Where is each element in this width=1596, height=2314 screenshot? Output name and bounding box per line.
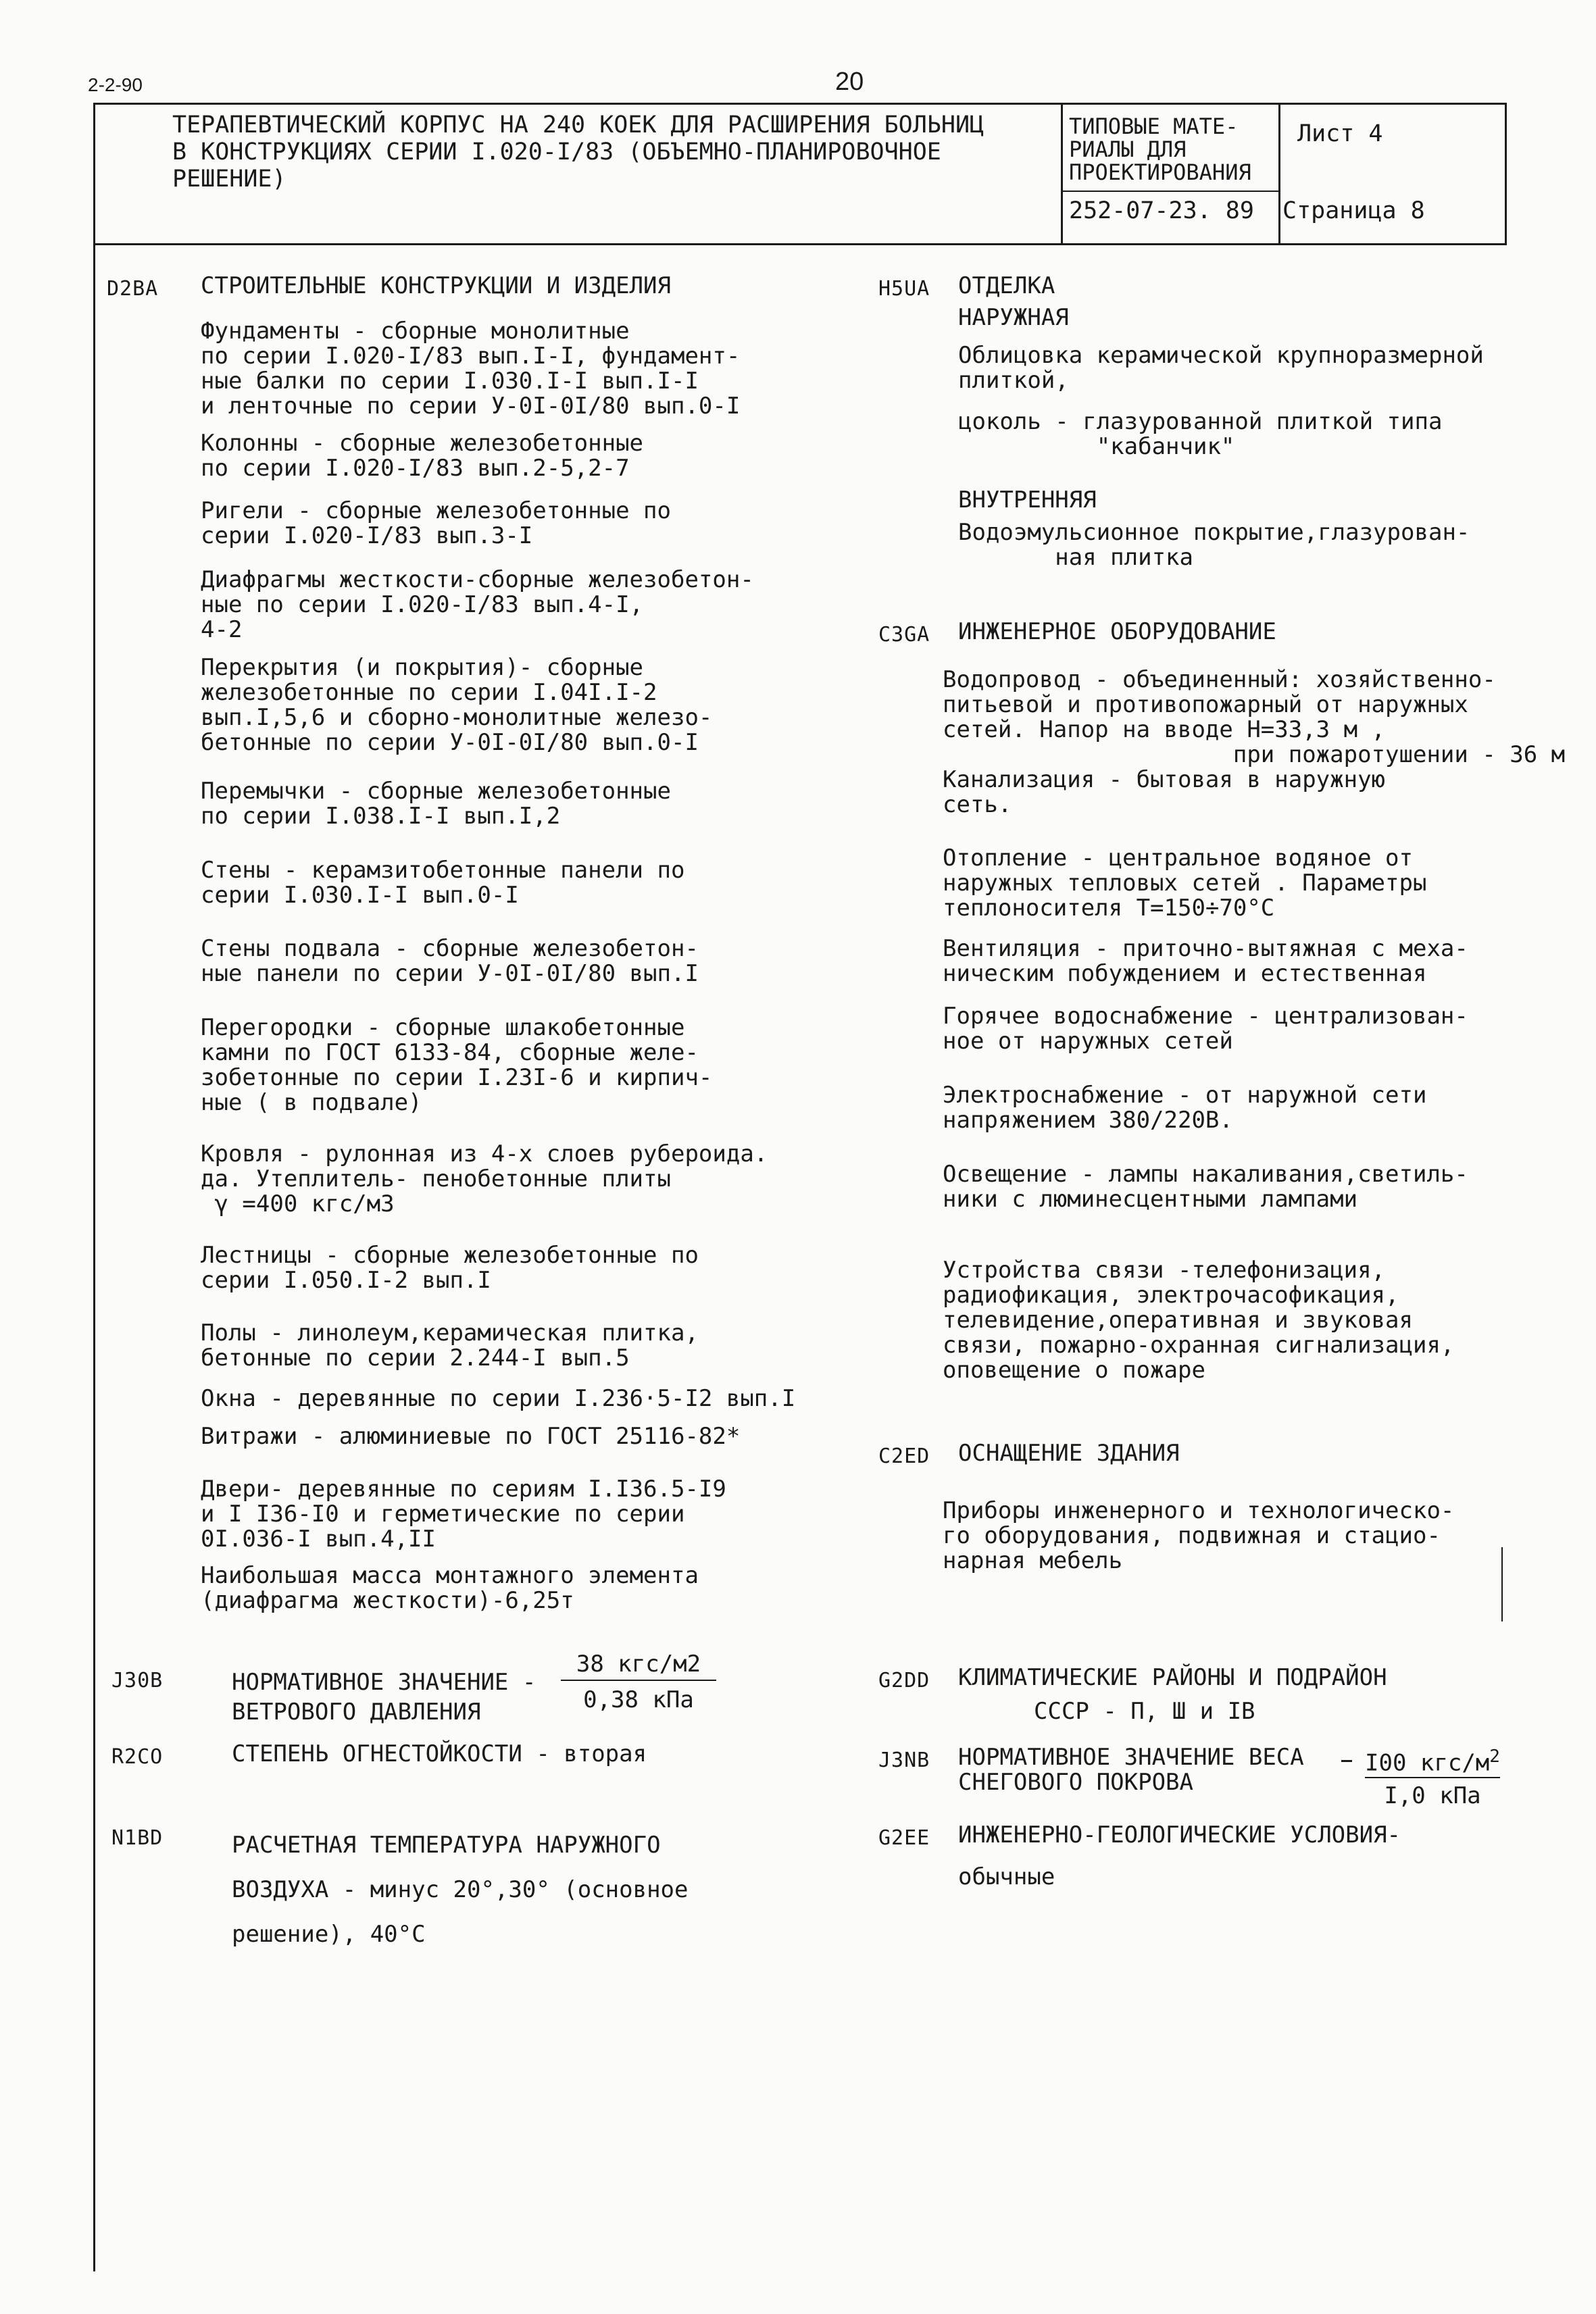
snow-load-numerator-text: I00 кгс/м [1365,1749,1490,1777]
code-h5ua: H5UA [878,277,930,301]
list-item: Перегородки - сборные шлакобетонные камни по ГОСТ 6133-84, сборные желе- зобетонные по серии I.23I-6 и кирпич- ные ( в подвале) [201,1014,713,1116]
geology-value: обычные [958,1863,1055,1890]
page-left-border [93,103,95,2271]
header-right-border [1505,103,1507,245]
header-title: ТЕРАПЕВТИЧЕСКИЙ КОРПУС НА 240 КОЕК ДЛЯ РАСШИРЕНИЯ БОЛЬНИЦ В КОНСТРУКЦИЯХ СЕРИИ I.020-I/83 (ОБЪЕМНО-ПЛАНИРОВОЧНОЕ РЕШЕНИЕ) [172,111,984,193]
list-item: Вентиляция - приточно-вытяжная с меха- ническим побуждением и естественная [943,935,1468,987]
header-materials: ТИПОВЫЕ МАТЕ- РИАЛЫ ДЛЯ ПРОЕКТИРОВАНИЯ [1069,114,1251,185]
header-page: Страница 8 [1282,197,1425,224]
code-r2co: R2CO [111,1745,164,1769]
climate-regions-title: КЛИМАТИЧЕСКИЕ РАЙОНЫ И ПОДРАЙОН [958,1664,1387,1691]
margin-bracket [1501,1547,1503,1621]
code-c2ed: C2ED [878,1444,930,1468]
header-divider-2 [1278,103,1280,245]
header-divider-h [1061,191,1278,192]
subsection-inner: ВНУТРЕННЯЯ [958,486,1097,513]
list-item: Наибольшая масса монтажного элемента (диафрагма жесткости)-6,25т [201,1562,699,1614]
list-item: цоколь - глазурованной плиткой типа "кабанчик" [958,408,1443,460]
list-item: Лестницы - сборные железобетонные по серии I.050.I-2 вып.I [201,1242,699,1294]
list-item: Горячее водоснабжение - централизован- ное от наружных сетей [943,1003,1468,1055]
snow-load-label: НОРМАТИВНОЕ ЗНАЧЕНИЕ ВЕСА СНЕГОВОГО ПОКРОВА [958,1744,1304,1796]
page-number: 20 [835,68,864,96]
list-item: Колонны - сборные железобетонные по серии I.020-I/83 вып.2-5,2-7 [201,430,644,482]
code-g2dd: G2DD [878,1669,930,1692]
geology-title: ИНЖЕНЕРНО-ГЕОЛОГИЧЕСКИЕ УСЛОВИЯ- [958,1821,1401,1848]
snow-load-denominator: I,0 кПа [1384,1782,1481,1809]
list-item: Фундаменты - сборные монолитные по серии I.020-I/83 вып.I-I, фундамент- ные балки по серии I.030.I-I вып.I-I и ленточные по серии У-0I-0I/80 вып.0-I [201,318,741,420]
header-sheet: Лист 4 [1297,120,1383,147]
code-d2ba: D2BA [107,277,159,301]
list-item: Двери- деревянные по сериям I.I36.5-I9 и I I36-I0 и герметические по серии 0I.036-I вып.4,II [201,1476,726,1553]
fire-resistance: СТЕПЕНЬ ОГНЕСТОЙКОСТИ - вторая [232,1740,647,1767]
snow-load-exponent: 2 [1489,1746,1500,1767]
code-g2ee: G2EE [878,1826,930,1850]
header-bottom-border [93,243,1507,245]
snow-load-numerator [1365,1746,1500,1776]
code-j3nb: J3NB [878,1749,930,1772]
list-item: Водоэмульсионное покрытие,глазурован- ная плитка [958,519,1470,571]
list-item: Кровля - рулонная из 4-х слоев рубероида. да. Утеплитель- пенобетонные плиты γ =400 кгс/м3 [201,1140,768,1217]
climate-regions-value: СССР - П, Ш и IВ [1034,1698,1255,1725]
list-item: Стены - керамзитобетонные панели по серии I.030.I-I вып.0-I [201,857,685,909]
list-item: Ригели - сборные железобетонные по серии I.020-I/83 вып.3-I [201,497,671,549]
list-item: Облицовка керамической крупноразмерной плиткой, [958,342,1484,394]
wind-pressure-numerator: 38 кгс/м2 [576,1651,701,1678]
section-title-equipment: ОСНАЩЕНИЕ ЗДАНИЯ [958,1440,1180,1467]
list-item: Канализация - бытовая в наружную сеть. [943,766,1386,818]
list-item: Перемычки - сборные железобетонные по серии I.038.I-I вып.I,2 [201,778,671,830]
list-item: Электроснабжение - от наружной сети напряжением 380/220В. [943,1082,1427,1134]
equipment-text: Приборы инженерного и технологическо- го оборудования, подвижная и стацио- нарная мебель [943,1497,1455,1574]
wind-fraction-bar [561,1680,716,1681]
list-item: Стены подвала - сборные железобетон- ные панели по серии У-0I-0I/80 вып.I [201,935,699,987]
list-item: Устройства связи -телефонизация, радиофикация, электрочасофикация, телевидение,оперативная и звуковая связи, пожарно-охранная сигнализация, оповещение о пожаре [943,1257,1455,1384]
sheet-code: 2-2-90 [88,74,143,95]
list-item: Полы - линолеум,керамическая плитка, бетонные по серии 2.244-I вып.5 [201,1319,699,1372]
outdoor-temperature: РАСЧЕТНАЯ ТЕМПЕРАТУРА НАРУЖНОГО ВОЗДУХА - минус 20°,30° (основное решение), 40°С [232,1832,689,1948]
header-top-border [93,103,1507,105]
subsection-outer: НАРУЖНАЯ [958,304,1069,331]
wind-pressure-label: НОРМАТИВНОЕ ЗНАЧЕНИЕ - ВЕТРОВОГО ДАВЛЕНИЯ [232,1669,537,1726]
code-j30b: J30B [111,1669,164,1692]
header-divider-1 [1061,103,1063,245]
section-title-finishing: ОТДЕЛКА [958,272,1055,299]
code-n1bd: N1BD [111,1826,164,1850]
list-item: Диафрагмы жесткости-сборные железобетон- ные по серии I.020-I/83 вып.4-I, 4-2 [201,566,754,643]
section-title-structures: СТРОИТЕЛЬНЫЕ КОНСТРУКЦИИ И ИЗДЕЛИЯ [201,272,671,299]
section-title-engineering: ИНЖЕНЕРНОЕ ОБОРУДОВАНИЕ [958,618,1276,645]
list-item: Водопровод - объединенный: хозяйственно- питьевой и противопожарный от наружных сетей. Напор на вводе Н=33,3 м , при пожаротушении - 36 м [943,666,1566,768]
list-item: Витражи - алюминиевые по ГОСТ 25116-82* [201,1423,741,1450]
code-c3ga: C3GA [878,623,930,647]
list-item: Перекрытия (и покрытия)- сборные железобетонные по серии I.04I.I-2 вып.I,5,6 и сборно-монолитные железо- бетонные по серии У-0I-0I/80 вып.0-I [201,654,713,756]
wind-pressure-denominator: 0,38 кПа [583,1686,694,1713]
list-item: Отопление - центральное водяное от наружных тепловых сетей . Параметры теплоносителя Т=150÷70°С [943,845,1427,922]
list-item: Освещение - лампы накаливания,светиль- ники с люминесцентными лампами [943,1161,1468,1213]
header-code: 252-07-23. 89 [1069,197,1254,224]
snow-load-dash [1341,1760,1352,1762]
snow-fraction-bar [1365,1777,1500,1778]
list-item: Окна - деревянные по серии I.236·5-I2 вып.I [201,1385,796,1412]
